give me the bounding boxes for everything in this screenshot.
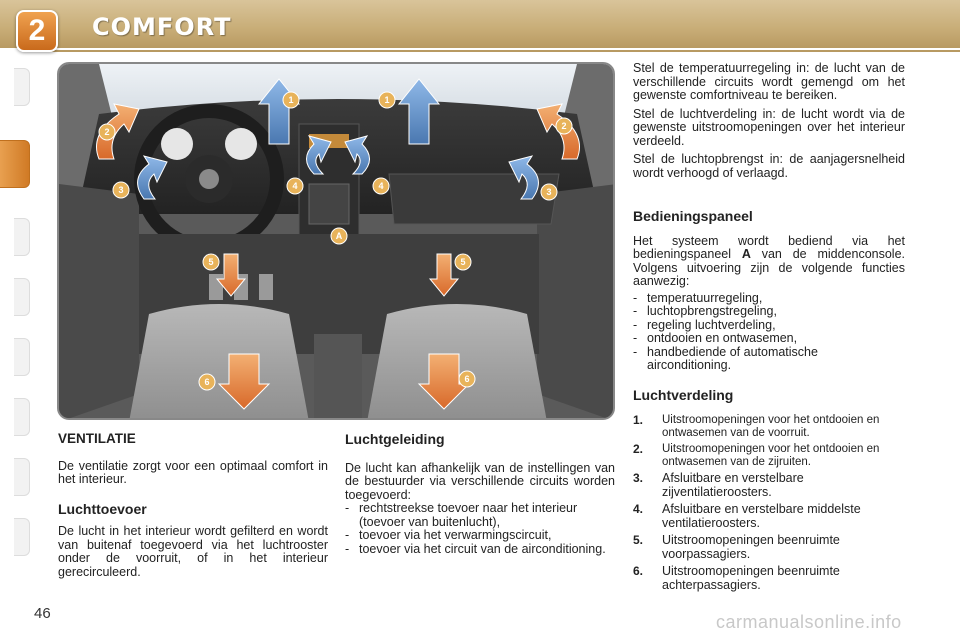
list-item: 2. Uitstroomopeningen voor het ontdooien en ontwasemen van de zijruiten. xyxy=(633,442,880,468)
interior-ventilation-illustration xyxy=(57,62,615,420)
callout-badge xyxy=(541,184,557,200)
svg-text:3: 3 xyxy=(118,185,124,195)
list-item: 1. Uitstroomopeningen voor het ontdooien en ontwasemen van de voorruit. xyxy=(633,413,880,439)
luchttoevoer-text: De lucht in het interieur wordt gefilterd en wordt van buitenaf toegevoerd via het luchtrooster onder de voorruit, of in het interieur gerecirculeerd. xyxy=(58,524,328,579)
bedieningspaneel-text: Het systeem wordt bediend via het bedieningspaneel A van de middenconsole. Volgens uitvoering zijn de volgende functies aanwezig: xyxy=(633,233,906,288)
airflow-arrow-6-left xyxy=(219,354,269,409)
section-title-luchttoevoer: Luchttoevoer xyxy=(58,500,147,517)
callout-badge xyxy=(287,178,303,194)
list-item: - rechtstreekse toevoer naar het interieur (toevoer van buitenlucht), xyxy=(345,502,615,529)
distribution-list xyxy=(633,414,905,592)
luchtgeleiding-text: De lucht kan afhankelijk van de instellingen van de bestuurder via verschillende circuits worden toegevoerd: xyxy=(345,460,615,502)
list-item: - toevoer via het verwarmingscircuit, xyxy=(345,529,615,543)
svg-text:5: 5 xyxy=(460,257,466,267)
chapter-tab[interactable] xyxy=(14,68,30,106)
chapter-tab[interactable] xyxy=(14,398,30,436)
section-title-luchtgeleiding: Luchtgeleiding xyxy=(345,431,445,447)
svg-text:4: 4 xyxy=(378,181,384,191)
callout-badge xyxy=(113,182,129,198)
svg-text:6: 6 xyxy=(204,377,210,387)
callout-badge xyxy=(379,92,395,108)
svg-text:4: 4 xyxy=(292,181,298,191)
list-item: - luchtopbrengstregeling, xyxy=(633,305,905,319)
chapter-tab[interactable] xyxy=(14,338,30,376)
paragraph-distribution: Stel de luchtverdeling in: de lucht wordt via de gewenste uitstroomopeningen over het interieur verdeeld. xyxy=(633,106,905,148)
section-title-bedieningspaneel: Bedieningspaneel xyxy=(633,208,753,224)
airflow-arrow-3-left xyxy=(138,156,167,199)
svg-text:1: 1 xyxy=(384,95,390,105)
list-item: 5. Uitstroomopeningen beenruimte voorpassagiers. xyxy=(633,533,840,561)
callout-badge xyxy=(455,254,471,270)
chapter-title: COMFORT xyxy=(92,13,232,41)
chapter-tab[interactable] xyxy=(14,218,30,256)
control-panel-label-a: A xyxy=(741,247,751,261)
ventilatie-intro: De ventilatie zorgt voor een optimaal comfort in het interieur. xyxy=(58,458,328,486)
section-title-ventilatie: VENTILATIE xyxy=(58,431,136,446)
callout-badge xyxy=(459,371,475,387)
callout-badge xyxy=(283,92,299,108)
page-number: 46 xyxy=(34,605,51,622)
function-list xyxy=(633,292,905,373)
list-item: 4. Afsluitbare en verstelbare middelste ventilatieroosters. xyxy=(633,502,861,530)
list-item: - regeling luchtverdeling, xyxy=(633,319,905,333)
svg-text:3: 3 xyxy=(546,187,552,197)
section-title-luchtverdeling: Luchtverdeling xyxy=(633,386,734,403)
list-item: - toevoer via het circuit van de airconditioning. xyxy=(345,543,615,557)
callout-badge xyxy=(203,254,219,270)
chapter-tab[interactable] xyxy=(14,458,30,496)
list-item: 6. Uitstroomopeningen beenruimte achterpassagiers. xyxy=(633,564,840,592)
list-item: - handbediende of automatische airconditioning. xyxy=(633,346,905,373)
svg-text:1: 1 xyxy=(288,95,294,105)
svg-text:6: 6 xyxy=(464,374,470,384)
svg-text:2: 2 xyxy=(561,121,567,131)
svg-text:A: A xyxy=(335,231,343,241)
controls-column xyxy=(633,62,905,596)
svg-text:5: 5 xyxy=(208,257,214,267)
chapter-tab[interactable] xyxy=(14,278,30,316)
callout-badge xyxy=(199,374,215,390)
watermark: carmanualsonline.info xyxy=(716,612,902,632)
airflow-arrow-3-right xyxy=(509,156,538,199)
chapter-tab-active[interactable] xyxy=(0,140,30,188)
airflow-arrow-5-left xyxy=(217,254,245,296)
airflow-arrow-4-left xyxy=(307,136,332,174)
airflow-arrow-4-right xyxy=(345,136,370,174)
paragraph-airflow: Stel de luchtopbrengst in: de aanjagersnelheid wordt verhoogd of verlaagd. xyxy=(633,152,905,180)
airflow-arrow-1-left xyxy=(259,79,299,144)
callout-badge xyxy=(373,178,389,194)
header-divider xyxy=(40,50,960,52)
chapter-number-badge: 2 xyxy=(16,10,58,52)
svg-text:2: 2 xyxy=(104,127,110,137)
luchtgeleiding-column xyxy=(345,433,615,556)
list-item: - temperatuurregeling, xyxy=(633,292,905,306)
airflow-arrow-1-right xyxy=(399,79,439,144)
callout-badge xyxy=(331,228,347,244)
callout-badge xyxy=(99,124,115,140)
list-item: - ontdooien en ontwasemen, xyxy=(633,332,905,346)
circuit-list xyxy=(345,502,615,556)
airflow-arrow-5-right xyxy=(430,254,458,296)
ventilation-column xyxy=(58,432,328,579)
paragraph-temperature: Stel de temperatuurregeling in: de lucht van de verschillende circuits wordt gemengd om het gewenste comfortniveau te bereiken. xyxy=(633,61,905,102)
list-item: 3. Afsluitbare en verstelbare zijventilatieroosters. xyxy=(633,471,804,499)
callout-badge xyxy=(556,118,572,134)
chapter-tab-rail xyxy=(0,68,32,578)
chapter-tab[interactable] xyxy=(14,518,30,556)
